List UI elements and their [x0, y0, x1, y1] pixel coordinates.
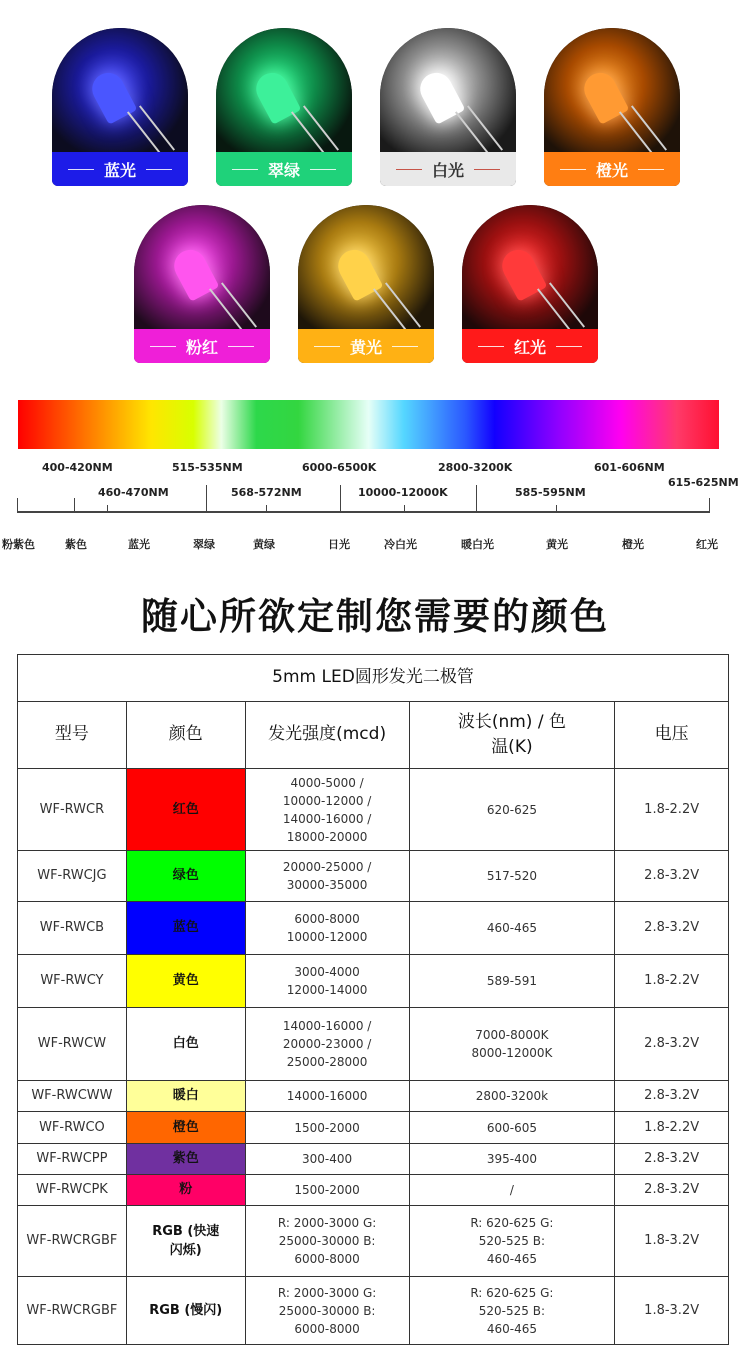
- voltage-cell: 1.8-2.2V: [615, 955, 729, 1008]
- led-card-yellow: [298, 205, 434, 363]
- led-label: 红光: [513, 337, 546, 357]
- intensity-cell: 20000-25000 / 30000-35000: [245, 851, 409, 902]
- axis-tick: [266, 505, 267, 513]
- wavelength-cell: 7000-8000K 8000-12000K: [409, 1008, 615, 1081]
- table-row: [18, 955, 729, 1008]
- table-header-row: [18, 702, 729, 769]
- led-card-emerald: [216, 28, 352, 186]
- spec-table: [17, 654, 729, 1345]
- spectrum-color-name: 翠绿: [193, 538, 215, 551]
- range-label: 460-470NM: [98, 486, 169, 499]
- table-row: [18, 1144, 729, 1175]
- model-cell: WF-RWCW: [18, 1008, 127, 1081]
- led-label: 白光: [431, 160, 464, 180]
- intensity-cell: 1500-2000: [245, 1112, 409, 1144]
- header-cell: 型号: [18, 702, 127, 769]
- spectrum-color-name: 蓝光: [128, 538, 150, 551]
- intensity-cell: 300-400: [245, 1144, 409, 1175]
- wavelength-cell: R: 620-625 G: 520-525 B: 460-465: [409, 1206, 615, 1277]
- intensity-cell: 14000-16000: [245, 1081, 409, 1112]
- axis-tick: [404, 505, 405, 513]
- color-cell: 蓝色: [126, 902, 245, 955]
- model-cell: WF-RWCPK: [18, 1175, 127, 1206]
- color-cell: 白色: [126, 1008, 245, 1081]
- model-cell: WF-RWCR: [18, 769, 127, 851]
- spectrum-color-name: 冷白光: [384, 538, 417, 551]
- voltage-cell: 2.8-3.2V: [615, 1144, 729, 1175]
- range-label: 568-572NM: [231, 486, 302, 499]
- voltage-cell: 1.8-2.2V: [615, 1112, 729, 1144]
- table-caption-row: [18, 655, 729, 702]
- table-row: [18, 1206, 729, 1277]
- led-card-blue: [52, 28, 188, 186]
- led-label-band: [380, 152, 516, 186]
- wavelength-cell: 460-465: [409, 902, 615, 955]
- led-label-band: [52, 152, 188, 186]
- led-card-red: [462, 205, 598, 363]
- led-card-orange: [544, 28, 680, 186]
- led-label: 粉红: [185, 337, 218, 357]
- axis-tick: [709, 498, 710, 513]
- voltage-cell: 2.8-3.2V: [615, 1081, 729, 1112]
- header-cell: 发光强度(mcd): [245, 702, 409, 769]
- axis-tick: [556, 505, 557, 513]
- spectrum-color-name: 日光: [328, 538, 350, 551]
- color-cell: 紫色: [126, 1144, 245, 1175]
- header-cell: 波长(nm) / 色温(K): [409, 702, 615, 769]
- led-card-white: [380, 28, 516, 186]
- color-cell: 黄色: [126, 955, 245, 1008]
- spectrum-color-name: 粉紫色: [2, 538, 35, 551]
- color-cell: 红色: [126, 769, 245, 851]
- spectrum-color-name: 黄光: [546, 538, 568, 551]
- model-cell: WF-RWCB: [18, 902, 127, 955]
- spectrum-axis: [17, 511, 710, 513]
- intensity-cell: 6000-8000 10000-12000: [245, 902, 409, 955]
- intensity-cell: 14000-16000 / 20000-23000 / 25000-28000: [245, 1008, 409, 1081]
- table-row: [18, 902, 729, 955]
- intensity-cell: R: 2000-3000 G: 25000-30000 B: 6000-8000: [245, 1277, 409, 1345]
- color-cell: RGB (快速闪烁): [126, 1206, 245, 1277]
- model-cell: WF-RWCRGBF: [18, 1206, 127, 1277]
- model-cell: WF-RWCY: [18, 955, 127, 1008]
- range-label: 6000-6500K: [302, 461, 377, 474]
- led-label-band: [134, 329, 270, 363]
- axis-tick: [107, 505, 108, 513]
- intensity-cell: 1500-2000: [245, 1175, 409, 1206]
- led-label-band: [216, 152, 352, 186]
- intensity-cell: 3000-4000 12000-14000: [245, 955, 409, 1008]
- led-label: 橙光: [595, 160, 628, 180]
- table-row: [18, 1175, 729, 1206]
- range-label: 2800-3200K: [438, 461, 513, 474]
- spectrum-color-name: 紫色: [65, 538, 87, 551]
- led-label: 黄光: [349, 337, 382, 357]
- voltage-cell: 2.8-3.2V: [615, 1008, 729, 1081]
- color-cell: 绿色: [126, 851, 245, 902]
- range-label: 585-595NM: [515, 486, 586, 499]
- page-headline: 随心所欲定制您需要的颜色: [141, 595, 609, 638]
- color-spectrum-bar: [18, 400, 719, 449]
- led-label-band: [544, 152, 680, 186]
- wavelength-cell: 2800-3200k: [409, 1081, 615, 1112]
- header-cell: 颜色: [126, 702, 245, 769]
- axis-tick: [17, 498, 18, 513]
- axis-tick: [206, 485, 207, 513]
- range-label: 615-625NM: [668, 476, 739, 489]
- voltage-cell: 2.8-3.2V: [615, 851, 729, 902]
- wavelength-cell: 395-400: [409, 1144, 615, 1175]
- table-caption: 5mm LED圆形发光二极管: [18, 655, 729, 702]
- wavelength-cell: 589-591: [409, 955, 615, 1008]
- intensity-cell: R: 2000-3000 G: 25000-30000 B: 6000-8000: [245, 1206, 409, 1277]
- model-cell: WF-RWCWW: [18, 1081, 127, 1112]
- range-label: 515-535NM: [172, 461, 243, 474]
- led-label: 翠绿: [267, 160, 300, 180]
- model-cell: WF-RWCJG: [18, 851, 127, 902]
- table-row: [18, 1112, 729, 1144]
- color-cell: 橙色: [126, 1112, 245, 1144]
- led-label: 蓝光: [103, 160, 136, 180]
- table-row: [18, 769, 729, 851]
- intensity-cell: 4000-5000 / 10000-12000 / 14000-16000 / 18000-20000: [245, 769, 409, 851]
- axis-tick: [476, 485, 477, 513]
- table-row: [18, 1081, 729, 1112]
- voltage-cell: 1.8-2.2V: [615, 769, 729, 851]
- led-label-band: [462, 329, 598, 363]
- wavelength-cell: 600-605: [409, 1112, 615, 1144]
- table-row: [18, 1008, 729, 1081]
- range-label: 601-606NM: [594, 461, 665, 474]
- model-cell: WF-RWCRGBF: [18, 1277, 127, 1345]
- voltage-cell: 2.8-3.2V: [615, 1175, 729, 1206]
- led-label-band: [298, 329, 434, 363]
- wavelength-cell: 620-625: [409, 769, 615, 851]
- table-row: [18, 851, 729, 902]
- spectrum-color-name: 黄绿: [253, 538, 275, 551]
- range-label: 400-420NM: [42, 461, 113, 474]
- color-cell: 暖白: [126, 1081, 245, 1112]
- spectrum-color-name: 橙光: [622, 538, 644, 551]
- table-row: [18, 1277, 729, 1345]
- voltage-cell: 1.8-3.2V: [615, 1206, 729, 1277]
- axis-tick: [74, 498, 75, 513]
- wavelength-cell: /: [409, 1175, 615, 1206]
- spectrum-color-name: 暖白光: [461, 538, 494, 551]
- voltage-cell: 2.8-3.2V: [615, 902, 729, 955]
- color-cell: 粉: [126, 1175, 245, 1206]
- wavelength-cell: 517-520: [409, 851, 615, 902]
- voltage-cell: 1.8-3.2V: [615, 1277, 729, 1345]
- range-label: 10000-12000K: [358, 486, 448, 499]
- led-card-pink: [134, 205, 270, 363]
- spectrum-color-name: 红光: [696, 538, 718, 551]
- color-cell: RGB (慢闪): [126, 1277, 245, 1345]
- model-cell: WF-RWCO: [18, 1112, 127, 1144]
- header-cell: 电压: [615, 702, 729, 769]
- model-cell: WF-RWCPP: [18, 1144, 127, 1175]
- wavelength-cell: R: 620-625 G: 520-525 B: 460-465: [409, 1277, 615, 1345]
- axis-tick: [340, 485, 341, 513]
